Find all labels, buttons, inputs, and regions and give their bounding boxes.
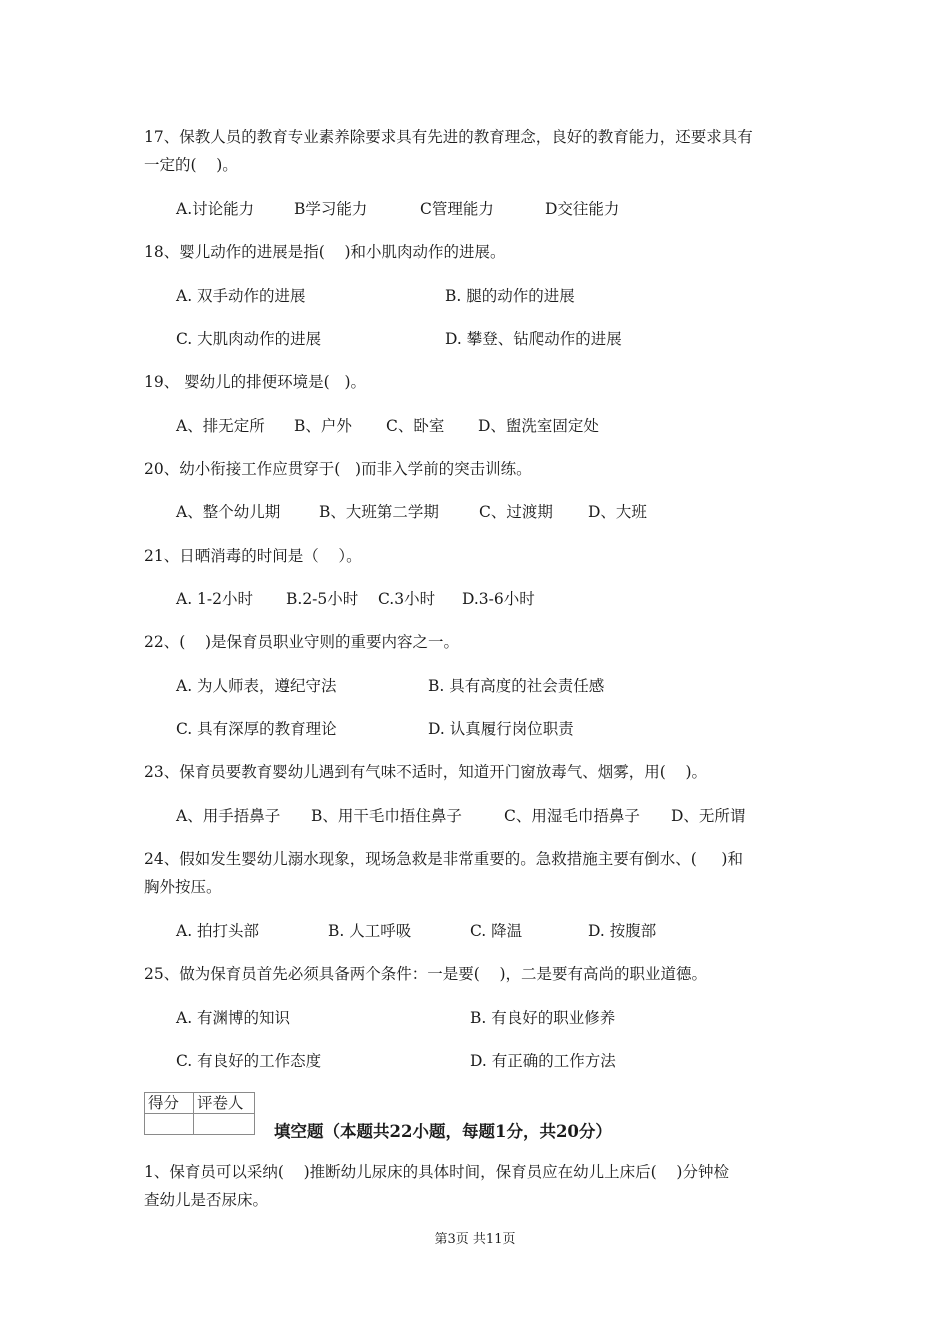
q22-option-b: B. 具有高度的社会责任感 bbox=[428, 677, 605, 695]
q19-option-c: C、卧室 bbox=[386, 417, 445, 435]
q20-option-b: B、大班第二学期 bbox=[319, 503, 439, 521]
q22-option-c: C. 具有深厚的教育理论 bbox=[176, 720, 337, 738]
fill-question-1-line-1: 1、保育员可以采纳( )推断幼儿尿床的具体时间，保育员应在幼儿上床后( )分钟检 bbox=[144, 1163, 729, 1181]
q19-option-a: A、排无定所 bbox=[176, 417, 265, 435]
q18-option-b: B. 腿的动作的进展 bbox=[445, 287, 575, 305]
q25-option-a: A. 有渊博的知识 bbox=[176, 1009, 291, 1027]
question-19-line-1: 19、 婴幼儿的排便环境是( )。 bbox=[144, 373, 367, 391]
q19-option-b: B、户外 bbox=[294, 417, 352, 435]
score-header: 得分 bbox=[145, 1093, 194, 1114]
score-cell bbox=[145, 1114, 194, 1135]
question-18-line-1: 18、婴儿动作的进展是指( )和小肌肉动作的进展。 bbox=[144, 243, 506, 261]
section-title: 填空题（本题共22小题，每题1分，共20分） bbox=[274, 1122, 612, 1141]
question-22-line-1: 22、( )是保育员职业守则的重要内容之一。 bbox=[144, 633, 460, 651]
score-box bbox=[144, 1092, 255, 1135]
q25-option-c: C. 有良好的工作态度 bbox=[176, 1052, 322, 1070]
q18-option-d: D. 攀登、钻爬动作的进展 bbox=[445, 330, 622, 348]
q25-option-d: D. 有正确的工作方法 bbox=[470, 1052, 616, 1070]
grader-header: 评卷人 bbox=[194, 1093, 255, 1114]
q21-option-c: C.3小时 bbox=[378, 590, 436, 608]
q21-option-d: D.3-6小时 bbox=[462, 590, 535, 608]
question-17-line-2: 一定的( )。 bbox=[144, 156, 238, 174]
q24-option-c: C. 降温 bbox=[470, 922, 523, 940]
q17-option-a: A.讨论能力 bbox=[176, 200, 255, 218]
q20-option-d: D、大班 bbox=[588, 503, 647, 521]
q18-option-a: A. 双手动作的进展 bbox=[176, 287, 306, 305]
q20-option-a: A、整个幼儿期 bbox=[176, 503, 281, 521]
q20-option-c: C、过渡期 bbox=[479, 503, 553, 521]
q25-option-b: B. 有良好的职业修养 bbox=[470, 1009, 616, 1027]
q23-option-a: A、用手捂鼻子 bbox=[176, 807, 281, 825]
question-24-line-1: 24、假如发生婴幼儿溺水现象，现场急救是非常重要的。急救措施主要有倒水、( )和 bbox=[144, 850, 743, 868]
q18-option-c: C. 大肌肉动作的进展 bbox=[176, 330, 322, 348]
q21-option-b: B.2-5小时 bbox=[286, 590, 359, 608]
page-footer: 第3页 共11页 bbox=[434, 1232, 516, 1247]
question-20-line-1: 20、幼小衔接工作应贯穿于( )而非入学前的突击训练。 bbox=[144, 460, 532, 478]
q23-option-c: C、用湿毛巾捂鼻子 bbox=[504, 807, 640, 825]
q17-option-d: D交往能力 bbox=[545, 200, 620, 218]
q22-option-d: D. 认真履行岗位职责 bbox=[428, 720, 574, 738]
question-24-line-2: 胸外按压。 bbox=[144, 878, 222, 896]
q24-option-a: A. 拍打头部 bbox=[176, 922, 260, 940]
question-21-line-1: 21、日晒消毒的时间是（ ）。 bbox=[144, 547, 362, 565]
q17-option-c: C管理能力 bbox=[420, 200, 494, 218]
q24-option-d: D. 按腹部 bbox=[588, 922, 657, 940]
question-17-line-1: 17、保教人员的教育专业素养除要求具有先进的教育理念，良好的教育能力，还要求具有 bbox=[144, 128, 753, 146]
q24-option-b: B. 人工呼吸 bbox=[328, 922, 412, 940]
q23-option-d: D、无所谓 bbox=[671, 807, 746, 825]
q17-option-b: B学习能力 bbox=[294, 200, 368, 218]
grader-cell bbox=[194, 1114, 255, 1135]
fill-question-1-line-2: 查幼儿是否尿床。 bbox=[144, 1191, 269, 1209]
question-25-line-1: 25、做为保育员首先必须具备两个条件：一是要( )，二是要有高尚的职业道德。 bbox=[144, 965, 708, 983]
q19-option-d: D、盥洗室固定处 bbox=[478, 417, 599, 435]
question-23-line-1: 23、保育员要教育婴幼儿遇到有气味不适时，知道开门窗放毒气、烟雾，用( )。 bbox=[144, 763, 708, 781]
q23-option-b: B、用干毛巾捂住鼻子 bbox=[311, 807, 462, 825]
q21-option-a: A. 1-2小时 bbox=[176, 590, 254, 608]
q22-option-a: A. 为人师表，遵纪守法 bbox=[176, 677, 337, 695]
